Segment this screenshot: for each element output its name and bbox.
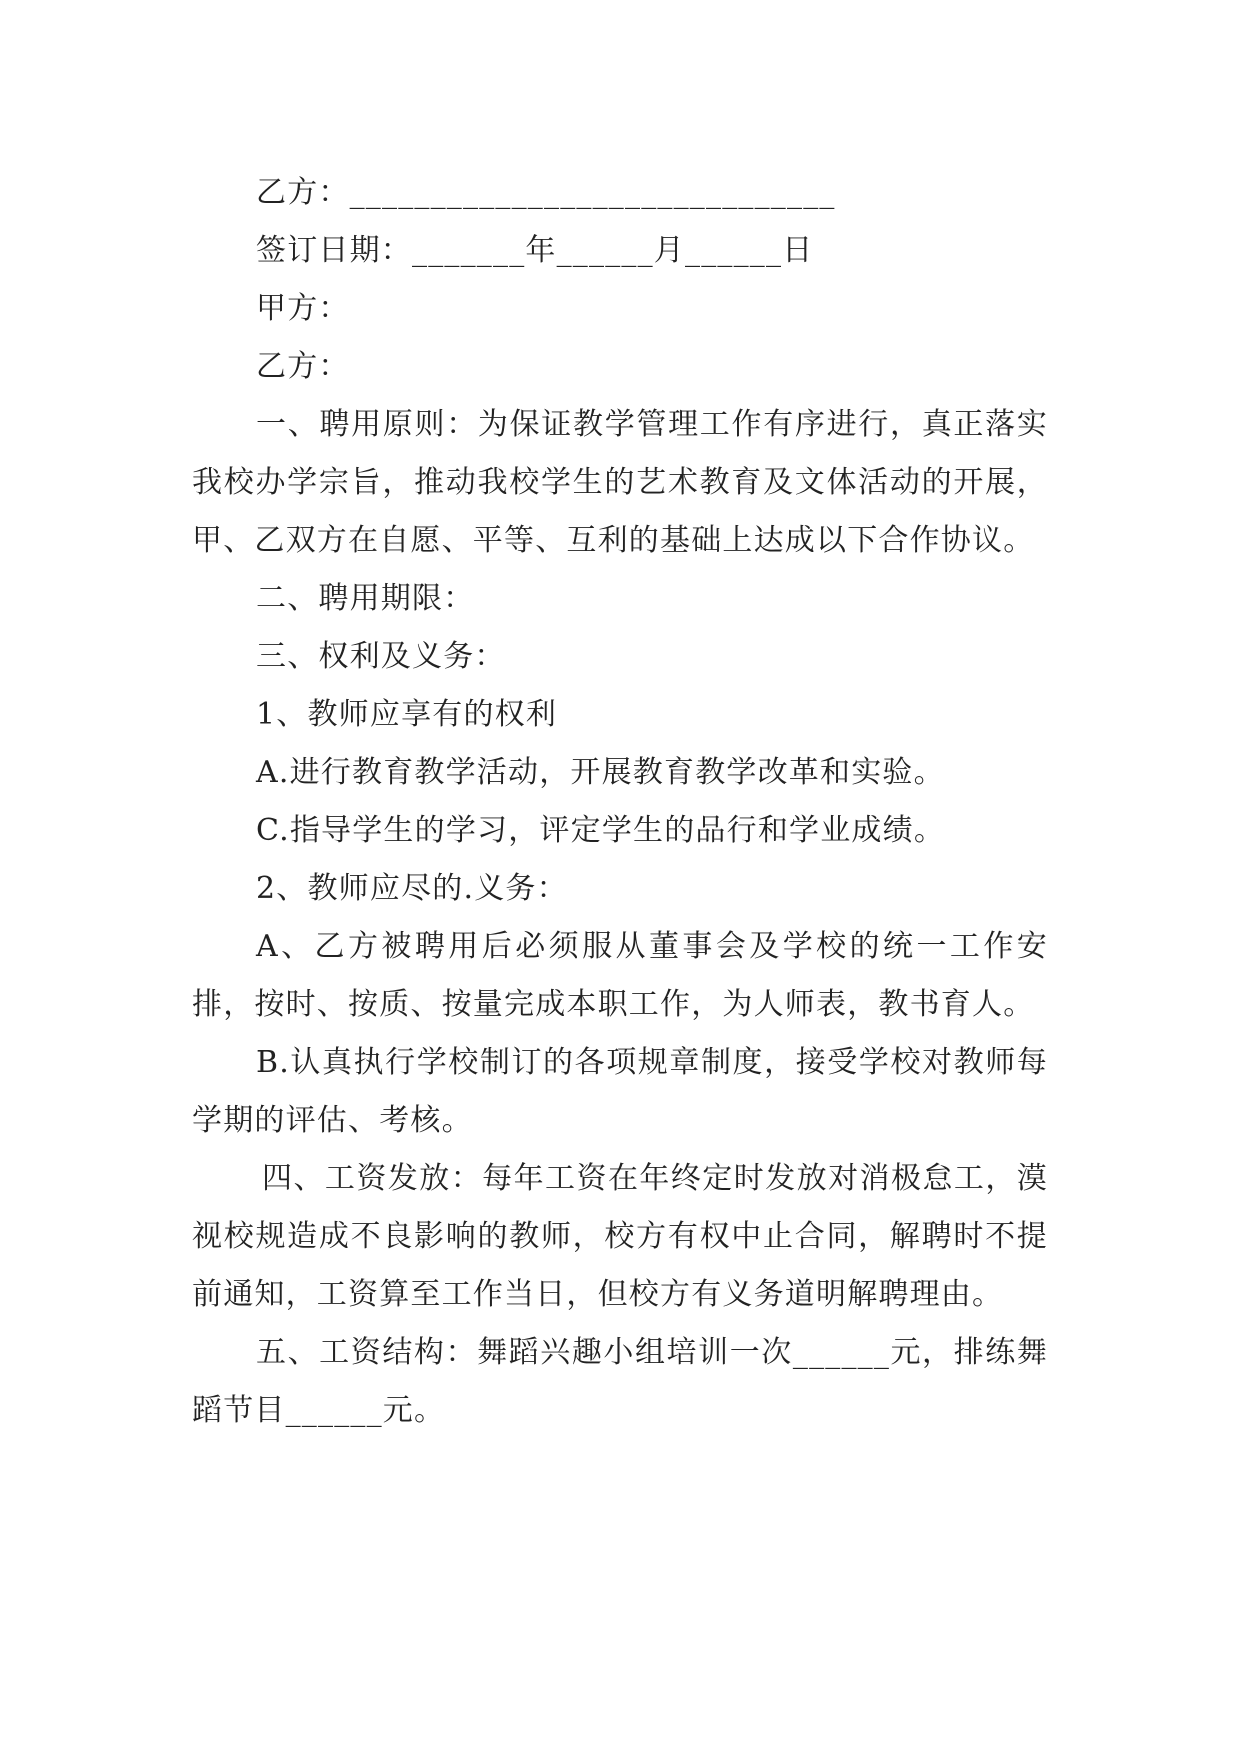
section-principle: 一、聘用原则：为保证教学管理工作有序进行，真正落实我校办学宗旨，推动我校学生的艺术教育及文体活动的开展，甲、乙双方在自愿、平等、互利的基础上达成以下合作协议。 (192, 407, 1048, 558)
rights-heading: 1、教师应享有的权利 (256, 697, 558, 732)
party-b-signature-line: 乙方：______________________________ (256, 175, 836, 210)
right-item-a: A.进行教育教学活动，开展教育教学改革和实验。 (256, 755, 945, 790)
party-a-line: 甲方： (256, 291, 350, 326)
section-term: 二、聘用期限： (256, 581, 475, 616)
party-b-line: 乙方： (256, 349, 350, 384)
duty-item-b: B.认真执行学校制订的各项规章制度，接受学校对教师每学期的评估、考核。 (192, 1045, 1048, 1138)
right-item-c: C.指导学生的学习，评定学生的品行和学业成绩。 (256, 813, 946, 848)
document-body (192, 164, 1048, 1440)
signing-date-line: 签订日期：_______年______月______日 (256, 233, 814, 268)
duty-item-a: A、乙方被聘用后必须服从董事会及学校的统一工作安排，按时、按质、按量完成本职工作，为人师表，教书育人。 (192, 929, 1048, 1022)
section-rights-duties: 三、权利及义务： (256, 639, 506, 674)
section-salary-structure: 五、工资结构：舞蹈兴趣小组培训一次______元，排练舞蹈节目______元。 (192, 1335, 1048, 1428)
duties-heading: 2、教师应尽的.义务： (256, 871, 568, 906)
section-salary-payment: 四、工资发放：每年工资在年终定时发放对消极怠工，漠视校规造成不良影响的教师，校方有权中止合同，解聘时不提前通知，工资算至工作当日，但校方有义务道明解聘理由。 (192, 1161, 1048, 1312)
